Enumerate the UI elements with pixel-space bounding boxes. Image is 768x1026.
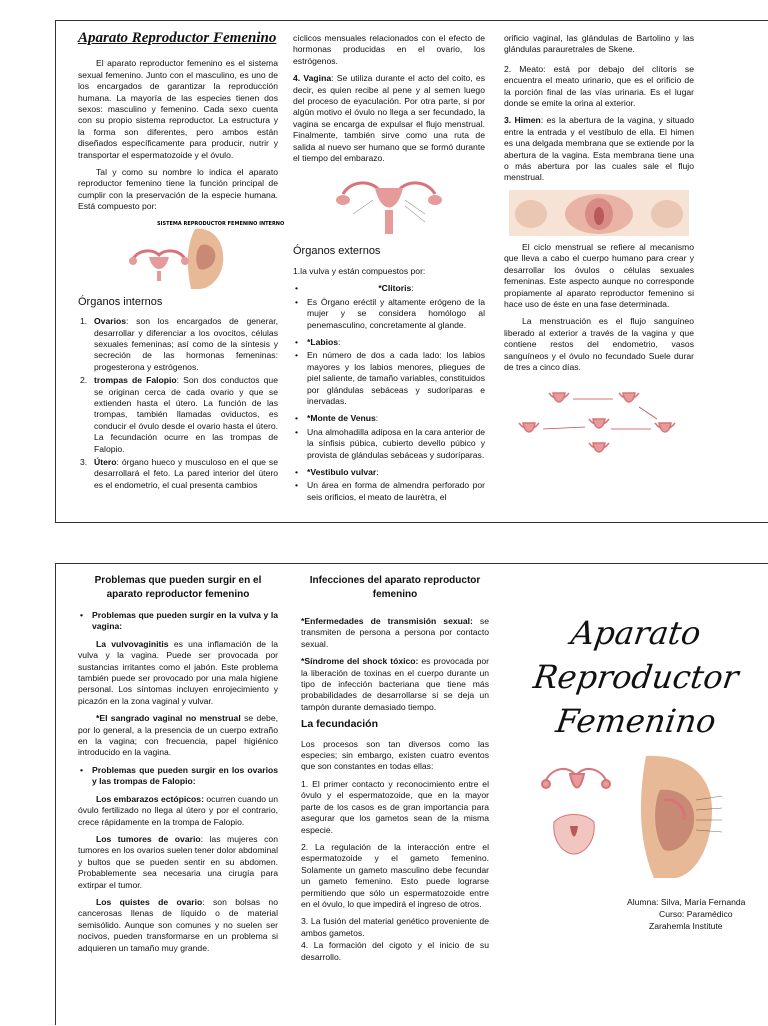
bullet-colon: : [338, 336, 341, 347]
fecundacion-step: 4. La formación del cigoto y el inicio de su desarrollo. [301, 940, 489, 962]
fecundacion-step: 3. La fusión del material genético proveniente de ambos gametos. [301, 916, 489, 938]
cover-column [511, 564, 761, 1026]
tumores-item [78, 834, 278, 891]
brochure-page-inside [55, 20, 768, 523]
ectopicos-label: Los embarazos ectópicos: [96, 793, 204, 804]
intro-paragraph: El aparato reproductor femenino es el sistema sexual femenino. Junto con el masculino, es uno de los encargados de garantizar la reproducción humana. La mayoría de las especies tienen dos sexos: masculino y femenino. Cada sexo cuenta con su propio sistema reproductor. La estructura y la forma son diferentes, pero ambos están diseñados específicamente para producir, nutrir y transportar el espermatozoide y el óvulo. [78, 58, 278, 160]
quistes-label: Los quistes de ovario [96, 896, 203, 907]
author-info [511, 896, 761, 932]
column-1 [78, 21, 285, 521]
ets-label: *Enfermedades de transmisión sexual: [301, 616, 473, 626]
vestibulo-continued: orificio vaginal, las glándulas de Bartolino y las glándulas parauretrales de Skene. [504, 33, 694, 55]
figure-caption: SISTEMA REPRODUCTOR FEMENINO INTERNO [157, 220, 285, 227]
fecundacion-step: 1. El primer contacto y reconocimiento entre el óvulo y el espermatozoide, que en la mayor parte de los casos es de gran importancia para asegurar que los gametos sean de la misma especie. [301, 778, 489, 835]
internal-item-ovarios [78, 316, 278, 373]
clitoris-text: • Es Órgano eréctil y altamente erógeno de la mujer y se considera homólogo al penemasculino, concretamente al glande. [293, 297, 485, 331]
item-text: : órgano hueco y musculoso en el que se desarrollará el feto. La pared interior del útero es el endometrio, el cual presenta cambios [94, 456, 278, 490]
tumores-text: : las mujeres con tumores en los ovarios suelen tener dolor abdominal y bultos que se pueden sentir en su abdomen. Probablemente sea necesaria una cirugía para extirpar el tumor. [78, 833, 278, 890]
shock-item [301, 656, 489, 713]
quistes-text: : son bolsas no cancerosas llenas de líquido o de material semisólido. Aunque son comunes y no suelen ser nocivos, pueden transformarse en un problema si adquieren un tamaño muy grande. [78, 896, 278, 953]
institute-name: Zarahemla Institute [649, 921, 723, 931]
vagina-item [293, 73, 485, 164]
bullet-label: *Monte de Venus [307, 413, 376, 424]
vagina-label: 4. Vagina [293, 73, 332, 84]
tumores-label: Los tumores de ovario [96, 833, 201, 844]
ectopicos-item [78, 794, 278, 828]
ets-text: se transmiten de persona a persona por contacto sexual. [301, 616, 489, 649]
himen-text: : es la abertura de la vagina, y situado entre la entrada y el vestíbulo de ella. El himen es una delgada membrana que se extiende por la abertura de la vagina. Esta membrana tiene una o más abertura por las cuales sale el flujo menstrual. [504, 115, 694, 183]
meato-item: 2. Meato: está por debajo del clítoris se encuentra el meato urinario, que es el orificio de la porción final de las vías urinaria. Es el lugar donde se emite la orina al exterior. [504, 63, 694, 109]
student-name: Alumna: Silva, María Fernanda [627, 897, 746, 907]
infections-heading: Infecciones del aparato reproductor femenino [309, 575, 481, 600]
bullet-colon: : [375, 413, 379, 424]
composition-paragraph: Tal y como su nombre lo indica el aparato reproductor femenino tiene la función principal de cumplir con la preservación de la especie humana. Está compuesto por: [78, 167, 278, 212]
shock-label: *Síndrome del shock tóxico: [301, 656, 419, 667]
item-number: 1. [80, 316, 88, 327]
fecundacion-intro: Los procesos son tan diversos como las especies; sin embargo, existen cuatro eventos que son constantes en todas ellas: [301, 738, 489, 772]
vulva-intro: 1.la vulva y están compuestos por: [293, 265, 426, 276]
vestibulo-label [293, 467, 485, 478]
clitoris-label [293, 283, 485, 294]
external-organs-heading: Órganos externos [293, 245, 381, 258]
labios-text: • En número de dos a cada lado: los labios mayores y los labios menores, pliegues de piel saliente, de tamaño variables, constituidos por glándulas sebáceas y sudoríparas e inervadas. [293, 350, 485, 407]
uterus-diagram [329, 170, 449, 240]
himen-label: 3. Himen [504, 115, 541, 126]
shock-text: es provocada por la liberación de toxinas en el cuerpo durante un tipo de infección bacteriana que tiene más probabilidades de desarrollarse si se deja un tampón durante demasiado tiempo. [301, 656, 490, 712]
ciclo-paragraph: El ciclo menstrual se refiere al mecanismo que lleva a cabo el cuerpo humano para crear y desarrollar los óvulos o células sexuales femeninas. Este aspecto aunque no corresponde propiamente al aparato reproductor femenino si hace uso de éste en una fase determinada. [504, 241, 694, 309]
vulvovaginitis-item [78, 639, 278, 707]
item-text: : Son dos conductos que se originan cerca de cada ovario y que se extienden hasta el útero. La función de las trompas, también llamadas oviductos, es conducir el óvulo desde el ovario hasta el útero. La fecundación ocurre en las trompas de Falopio. [94, 375, 278, 454]
item-label: Ovarios [94, 316, 127, 327]
problems-column [78, 564, 278, 1026]
monte-venus-label [293, 413, 485, 424]
sangrado-text: se debe, por lo general, a la presencia de un cuerpo extraño en la vagina; con frecuencia, papel higiénico introducido en la vagina. [78, 713, 278, 758]
problems-vulva-subheading: • Problemas que pueden surgir en la vulva y la vagina: [78, 610, 278, 633]
ets-item [301, 616, 489, 650]
bullet-colon: : [411, 283, 414, 294]
quistes-item [78, 897, 278, 954]
cover-title-line-3: Femenino [553, 702, 719, 740]
item-label: Útero [94, 456, 117, 467]
column-2 [293, 21, 485, 521]
vestibulo-text: • Un área en forma de almendra perforado por seis orificios, el meato de laurètra, el [293, 480, 485, 503]
cover-anatomy-illustration [536, 750, 736, 882]
vulvovaginitis-text: es una inflamación de la vulva y la vagina. Puede ser provocada por sustancias irritantes como el jabón. Este problema también puede ser provocado por una mala higiene personal. Los síntomas incluyen enrojecimiento y picazón en la zona vaginal y vulvar. [78, 638, 278, 706]
sangrado-label: *El sangrado vaginal no menstrual [96, 713, 241, 724]
himen-item [504, 115, 694, 183]
bullet-colon: : [376, 466, 379, 477]
sangrado-item [78, 713, 278, 759]
vulvovaginitis-label: La vulvovaginitis [96, 638, 169, 649]
item-text: : son los encargados de generar, desarrollar y diferenciar a los ovocitos, células sexuales femeninas; así como de la síntesis y secreción de las hormonas femeninas: progesterona y estrógenos. [94, 316, 278, 372]
cover-title-line-2: Reproductor [531, 658, 741, 696]
bullet-label: *Clitoris [378, 283, 412, 294]
column-3 [504, 21, 694, 521]
bullet-label: *Vestibulo vulvar [307, 466, 377, 477]
menstrual-cycle-diagram [509, 379, 689, 459]
problems-ovaries-subheading: • Problemas que pueden surgir en los ovarios y las trompas de Falopio: [78, 765, 278, 788]
infections-column [301, 564, 489, 1026]
bullet-label: *Labios [307, 336, 339, 347]
item-label: trompas de Falopio [94, 375, 177, 386]
fecundacion-heading: La fecundación [301, 718, 379, 731]
internal-item-utero [78, 457, 278, 491]
problems-heading: Problemas que pueden surgir en el aparato reproductor femenino [94, 575, 262, 600]
ectopicos-text: ocurren cuando un óvulo fertilizado no llega al útero y por el contrario, crece rápidamente en la trompa de Falopio. [78, 793, 278, 827]
labios-label [293, 337, 485, 348]
internal-item-trompas [78, 375, 278, 455]
internal-organs-heading: Órganos internos [78, 295, 163, 308]
fecundacion-step: 2. La regulación de la interacción entre el espermatozoide y el gameto femenino. Solamente un gameto masculino debe fecundar un gameto femenino. Esto puede lograrse permitiendo que sólo un espermatozoide entre en el óvulo, lo que impedirá el ingreso de otros. [301, 841, 489, 909]
vulva-illustration [509, 190, 689, 236]
item-number: 3. [80, 456, 88, 467]
uterus-continued: cíclicos mensuales relacionados con el efecto de hormonas producidas en el ovario, los estrógenos. [293, 33, 485, 66]
monte-venus-text: • Una almohadilla adiposa en la cara anterior de la sínfisis púbica, cubierto devello púbico y provista de glándulas sebáceas y sudoríparas. [293, 427, 485, 461]
internal-system-illustration [113, 219, 285, 291]
vagina-text: : Se utiliza durante el acto del coito, es decir, es quien recibe al pene y al semen luego del proceso de eyaculación. Por otra parte, si por algún motivo el óvulo no llega a ser fecundado, la vagina se encarga de expulsar el flujo menstrual. Finalmente, también sirve como una ruta de salida al nuevo ser humano que se formó durante el tiempo del embarazo. [293, 73, 485, 164]
cover-title-line-1: Aparato [568, 614, 704, 652]
course-name: Curso: Paramédico [659, 909, 733, 919]
menstruacion-paragraph: La menstruación es el flujo sanguíneo liberado al exterior a través de la vagina y que contiene restos del endometrio, vasos sanguíneos y el óvulo no fecundado Suele durar de tres a cinco días. [504, 316, 694, 372]
document-title: Aparato Reproductor Femenino [78, 30, 277, 46]
brochure-page-outside [55, 563, 768, 1025]
item-number: 2. [80, 375, 88, 386]
